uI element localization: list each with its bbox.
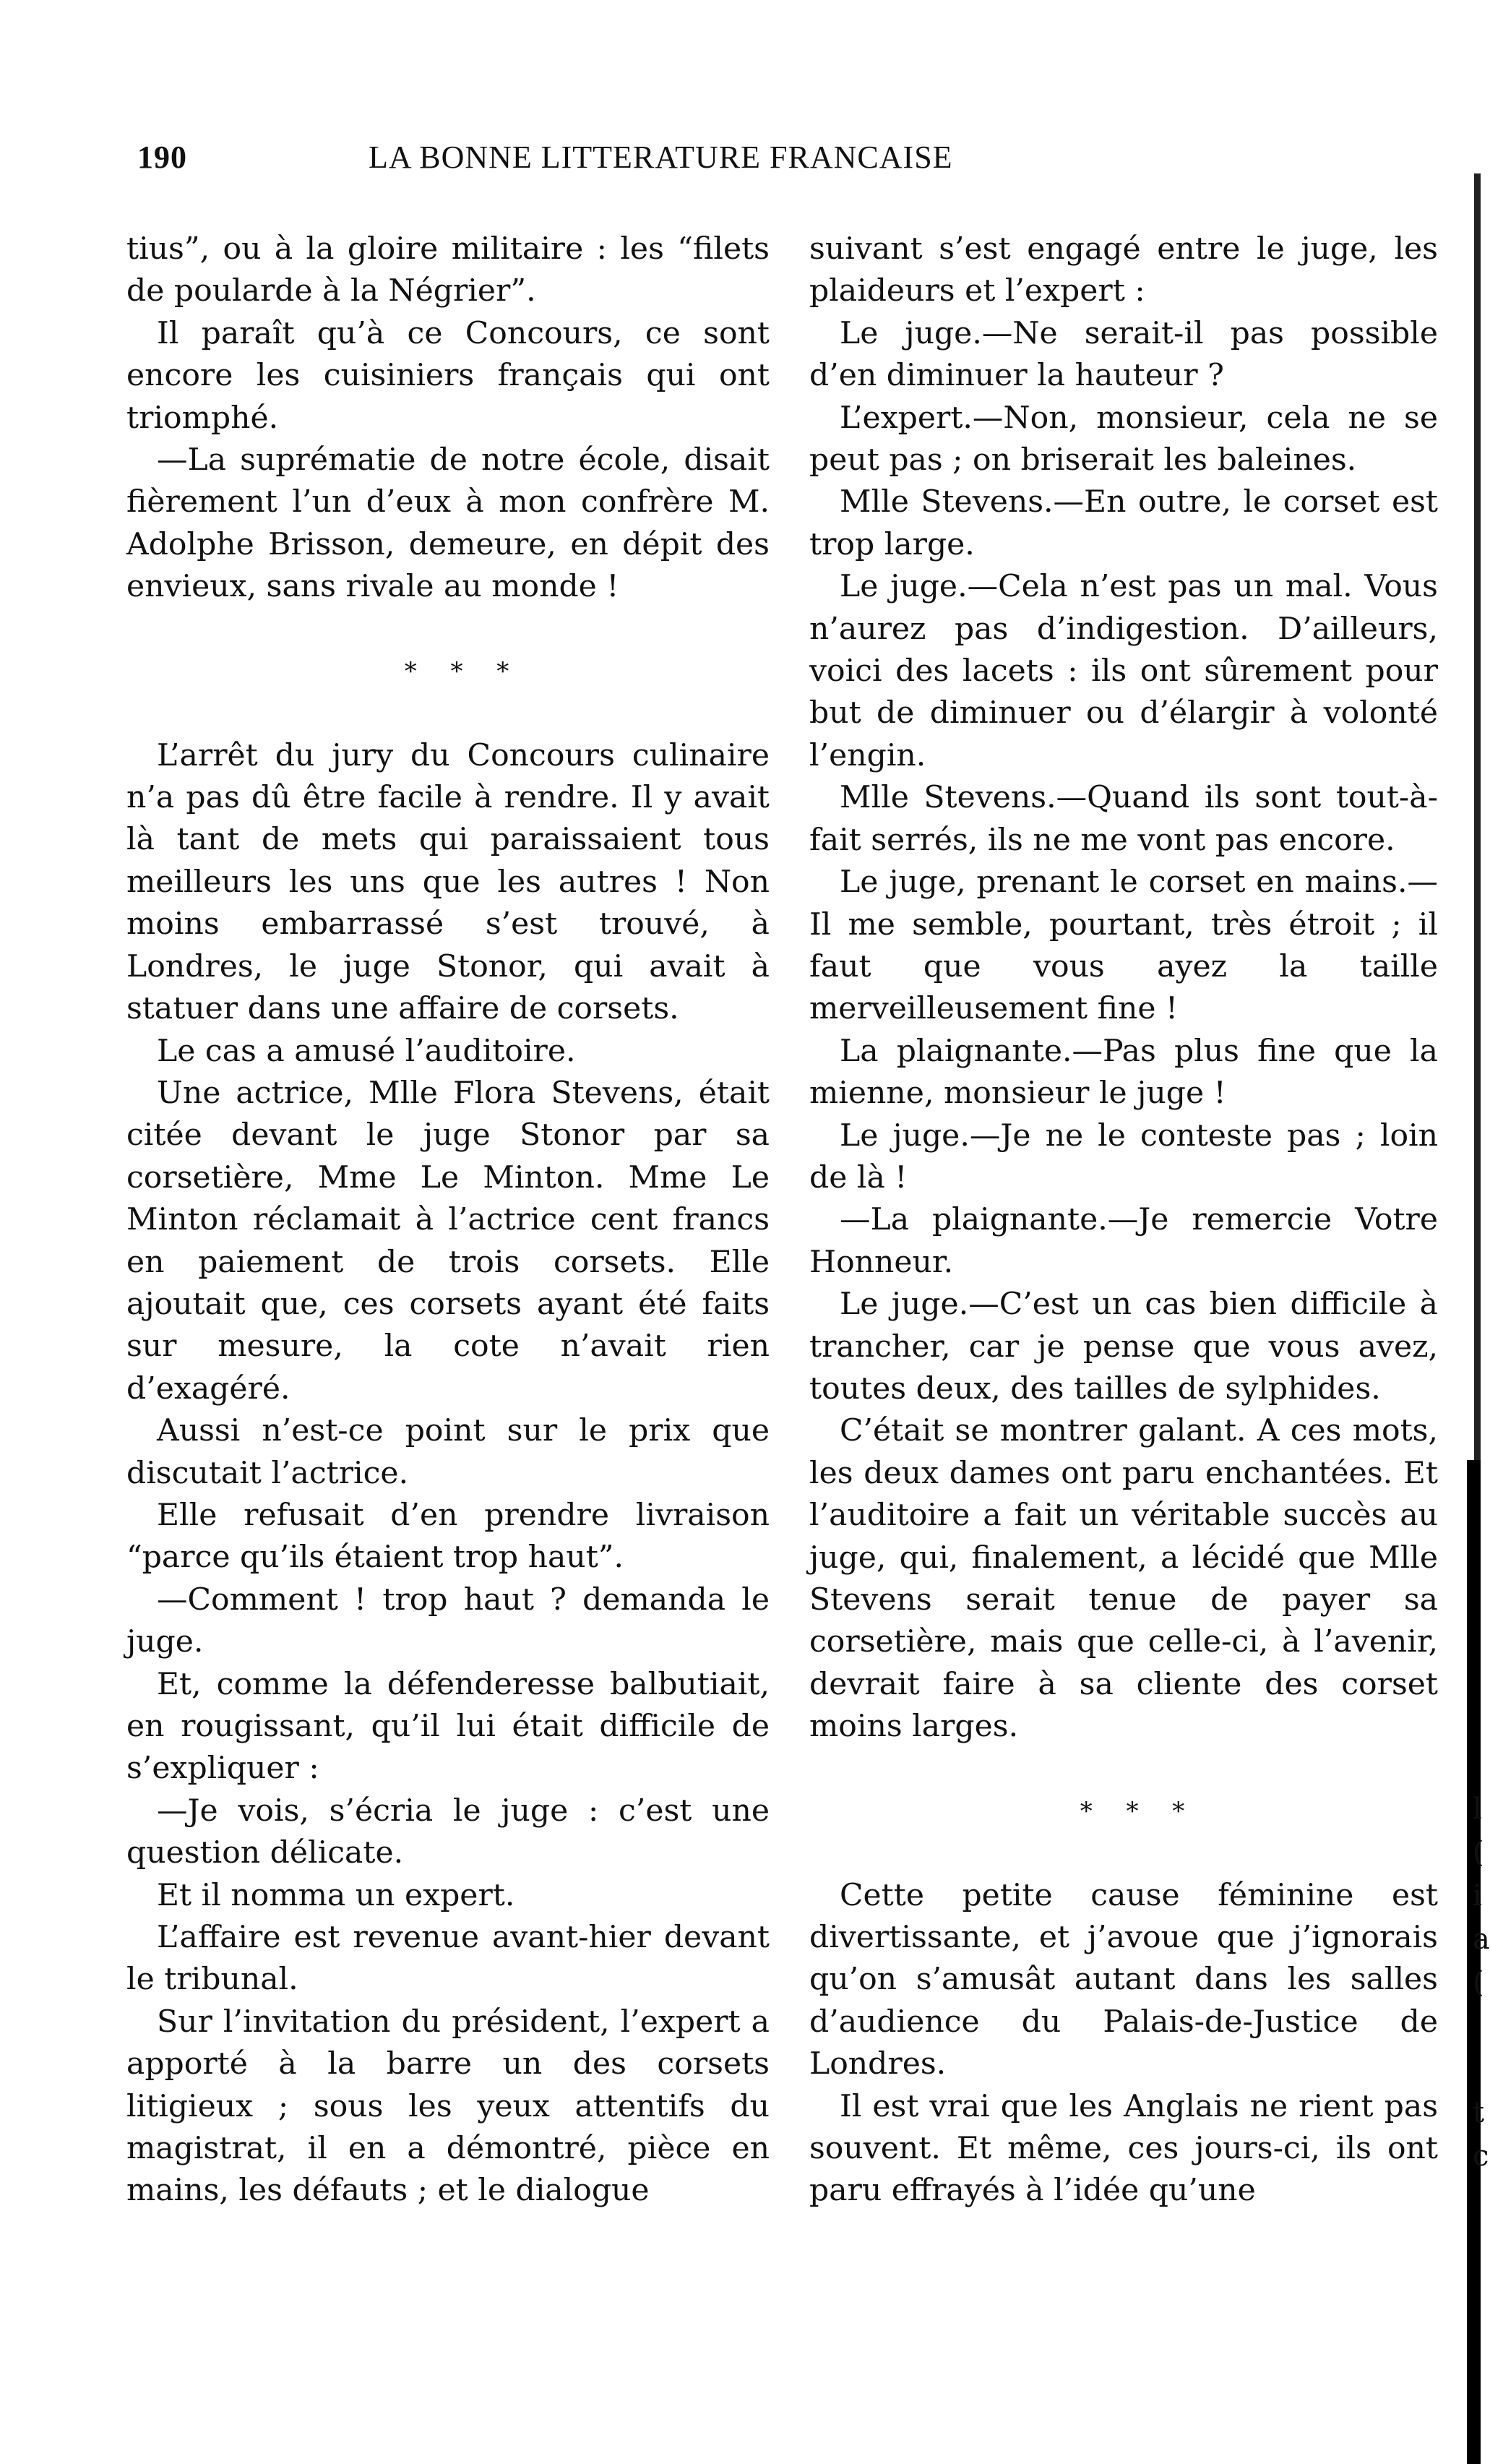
paragraph: C’était se montrer galant. A ces mots, les deux dames ont paru enchantées. Et l’auditoire a fait un véritable succès au juge, qui, finalement, a lécidé que Mlle Stevens serait tenue de payer sa corsetière, mais que celle-ci, à l’avenir, devrait faire à sa cliente des corset moins larges. — [809, 1413, 1438, 1745]
adjacent-page-fragment: i — [1473, 1879, 1482, 1913]
paragraph: Mlle Stevens.—Quand ils sont tout-à-fait serrés, ils ne me vont pas encore. — [809, 780, 1438, 858]
paragraph: —La suprématie de notre école, disait fièrement l’un d’eux à mon confrère M. Adolphe Brisson, demeure, en dépit des envieux, sans rivale au monde ! — [126, 442, 770, 605]
paragraph: L’expert.—Non, monsieur, cela ne se peut pas ; on briserait les baleines. — [809, 400, 1438, 478]
page-edge-bar — [1467, 1460, 1481, 2464]
paragraph: —Je vois, s’écria le juge : c’est une question délicate. — [126, 1793, 770, 1871]
paragraph: La plaignante.—Pas plus fine que la mienne, monsieur le juge ! — [809, 1033, 1438, 1112]
page-header — [137, 139, 1113, 189]
right-column — [809, 228, 1438, 2212]
paragraph: L’affaire est revenue avant-hier devant le tribunal. — [126, 1920, 770, 1998]
section-separator: * * * — [404, 656, 522, 686]
paragraph: Aussi n’est-ce point sur le prix que discutait l’actrice. — [126, 1413, 770, 1491]
paragraph: suivant s’est engagé entre le juge, les plaideurs et l’expert : — [809, 231, 1438, 309]
paragraph: Le cas a amusé l’auditoire. — [157, 1033, 576, 1069]
paragraph: Et, comme la défenderesse balbutiait, en rougissant, qu’il lui était difficile de s’expliquer : — [126, 1666, 770, 1787]
paragraph: Le juge.—Je ne le conteste pas ; loin de là ! — [809, 1117, 1438, 1195]
paragraph: Le juge, prenant le corset en mains.—Il me semble, pourtant, très étroit ; il faut que vous ayez la taille merveilleusement fine ! — [809, 864, 1438, 1027]
running-title: LA BONNE LITTERATURE FRANCAISE — [369, 139, 953, 175]
paragraph: Le juge.—Cela n’est pas un mal. Vous n’aurez pas d’indigestion. D’ailleurs, voici des lacets : ils ont sûrement pour but de diminuer ou d’élargir à volonté l’engin. — [809, 569, 1438, 773]
paragraph: Mlle Stevens.—En outre, le corset est trop large. — [809, 484, 1438, 562]
paragraph: Elle refusait d’en prendre livraison “parce qu’ils étaient trop haut”. — [126, 1497, 770, 1576]
paragraph: tius”, ou à la gloire militaire : les “filets de poularde à la Négrier”. — [126, 231, 770, 309]
adjacent-page-fragment: c — [1473, 2139, 1489, 2173]
paragraph: Sur l’invitation du président, l’expert a apporté à la barre un des corsets litigieux ; sous les yeux attentifs du magistrat, il en a démontré, pièce en mains, les défauts ; et le dialogue — [126, 2004, 770, 2209]
paragraph: Et il nomma un expert. — [157, 1877, 515, 1913]
left-column — [126, 228, 770, 2212]
paragraph: —La plaignante.—Je remercie Votre Honneur. — [809, 1202, 1438, 1280]
adjacent-page-fragment: ( — [1473, 1836, 1484, 1869]
adjacent-page-fragment: t — [1473, 2096, 1485, 2129]
paragraph: Il est vrai que les Anglais ne rient pas souvent. Et même, ces jours-ci, ils ont paru effrayés à l’idée qu’une — [809, 2088, 1438, 2209]
paragraph: L’arrêt du jury du Concours culinaire n’a pas dû être facile à rendre. Il y avait là tant de mets qui paraissaient tous meilleurs les uns que les autres ! Non moins embarrassé s’est trouvé, à Londres, le juge Stonor, qui avait à statuer dans une affaire de corsets. — [126, 737, 770, 1027]
paragraph: Cette petite cause féminine est divertissante, et j’avoue que j’ignorais qu’on s’amusât autant dans les salles d’audience du Palais-de-Justice de Londres. — [809, 1877, 1438, 2082]
paragraph: Le juge.—C’est un cas bien difficile à trancher, car je pense que vous avez, toutes deux, des tailles de sylphides. — [809, 1287, 1438, 1407]
paragraph: Il paraît qu’à ce Concours, ce sont encore les cuisiniers français qui ont triomphé. — [126, 315, 770, 436]
section-separator: * * * — [1080, 1796, 1198, 1826]
page-number: 190 — [137, 139, 187, 175]
page-edge-shadow — [1474, 173, 1481, 1460]
paragraph: —Comment ! trop haut ? demanda le juge. — [126, 1581, 770, 1660]
adjacent-page-fragment: ( — [1473, 1966, 1484, 1999]
paragraph: Le juge.—Ne serait-il pas possible d’en diminuer la hauteur ? — [809, 315, 1438, 394]
adjacent-page-fragment: a — [1473, 1923, 1490, 1956]
paragraph: Une actrice, Mlle Flora Stevens, était citée devant le juge Stonor par sa corsetière, Mme Le Minton. Mme Le Minton réclamait à l’actrice cent francs en paiement de trois corsets. Elle ajoutait que, ces corsets ayant été faits sur mesure, la cote n’avait rien d’exagéré. — [126, 1075, 770, 1407]
adjacent-page-fragment: l — [1473, 1793, 1482, 1826]
